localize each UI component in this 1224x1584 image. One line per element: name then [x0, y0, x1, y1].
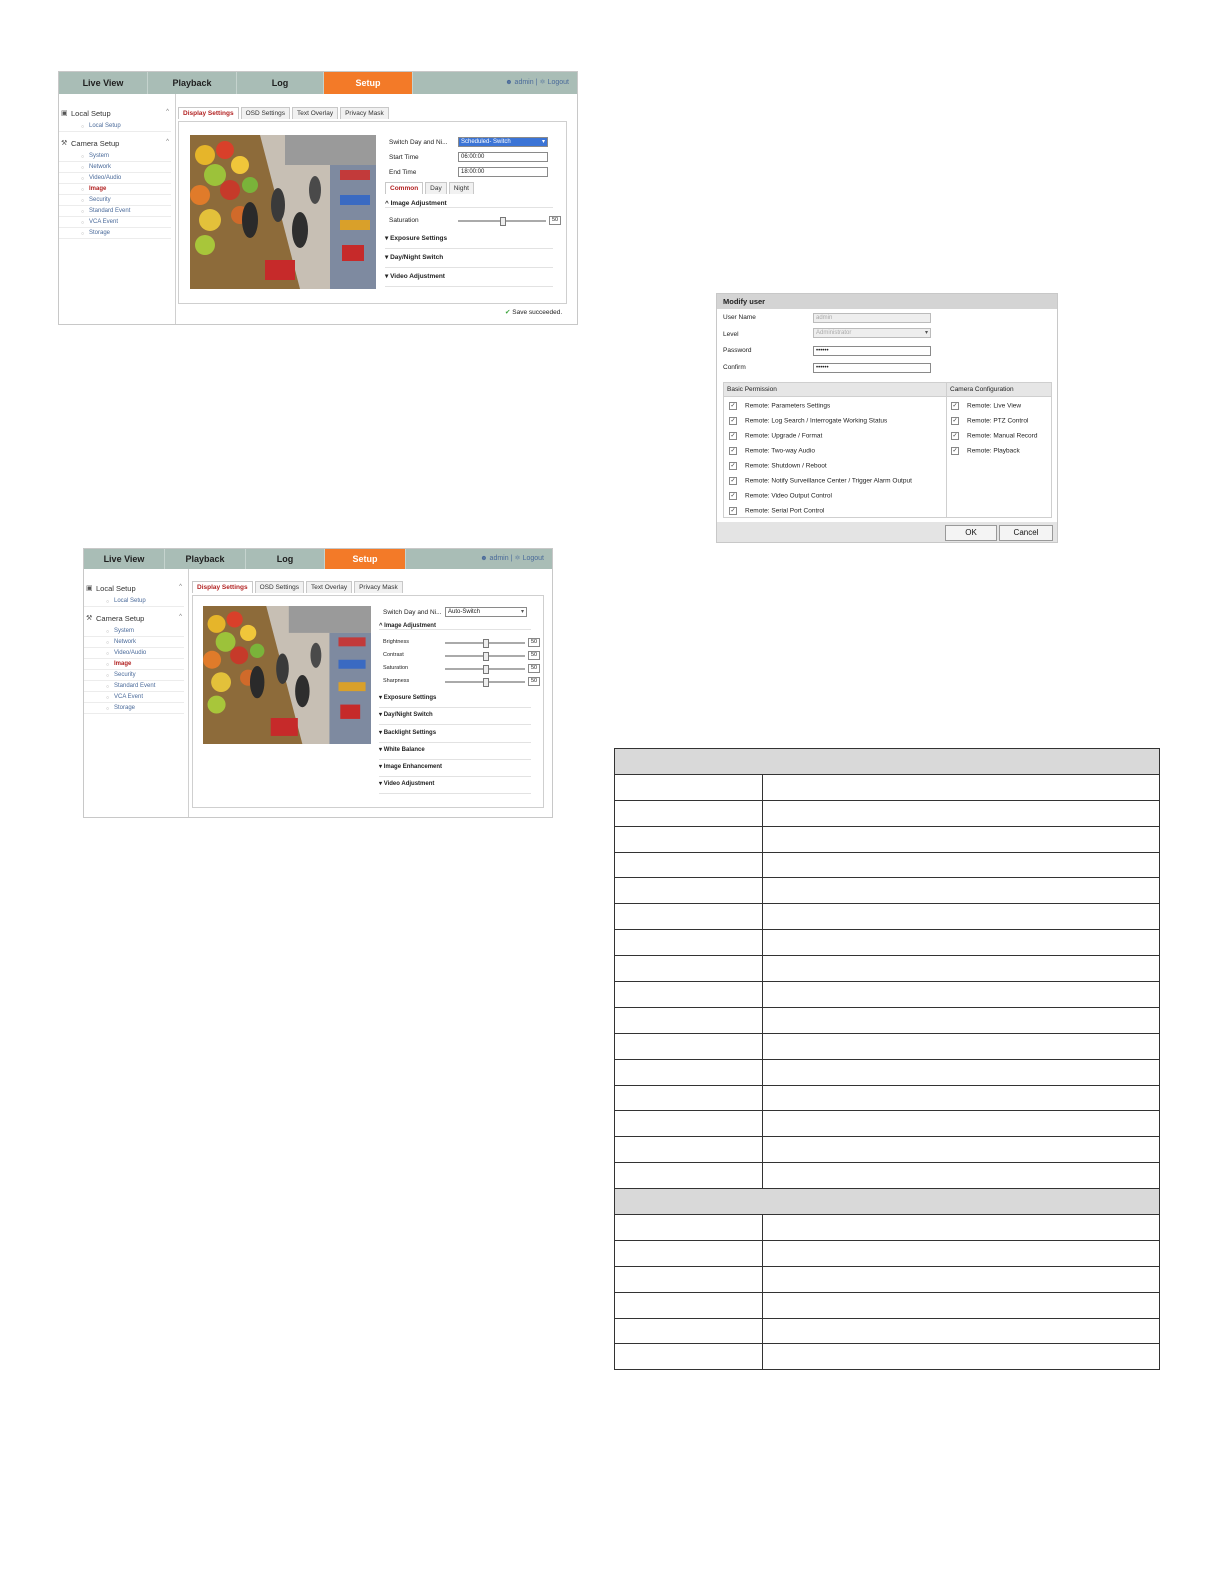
table-cell: [763, 774, 1160, 800]
table-row: [615, 1085, 1160, 1111]
table-cell: [615, 1240, 763, 1266]
table-cell: [615, 1292, 763, 1318]
table-cell: [763, 1085, 1160, 1111]
table-cell: [763, 1137, 1160, 1163]
table-cell: [763, 1318, 1160, 1344]
sidebar-item-local-setup[interactable]: ○ Local Setup: [59, 121, 171, 132]
checkbox[interactable]: ✓: [952, 448, 958, 454]
tab-common[interactable]: Common: [385, 182, 423, 194]
table-cell: [615, 878, 763, 904]
tab-text-overlay[interactable]: Text Overlay: [306, 581, 352, 593]
image-settings-screenshot-top: [58, 71, 578, 325]
table-row: [615, 1059, 1160, 1085]
tab-privacy-mask[interactable]: Privacy Mask: [340, 107, 389, 119]
table-row: [615, 1266, 1160, 1292]
table-row: [615, 1137, 1160, 1163]
table-cell: [763, 1215, 1160, 1241]
day-night-switch-label: Day/Night Switch: [390, 254, 444, 261]
tab-setup[interactable]: Setup: [324, 72, 413, 94]
supermarket-preview-image: [190, 135, 376, 289]
perm-label: Remote: Live View: [967, 402, 1022, 410]
switch-day-night-select[interactable]: [458, 137, 548, 147]
table-row: [615, 982, 1160, 1008]
table-cell: [615, 774, 763, 800]
table-cell: [615, 1344, 763, 1370]
perm-shutdown-reboot[interactable]: [729, 462, 827, 470]
user-area: ☻ admin | ⚛ Logout: [505, 79, 569, 86]
table-row: [615, 800, 1160, 826]
table-cell: [763, 800, 1160, 826]
wrench-icon: ⚒: [61, 140, 68, 147]
table-cell: [763, 904, 1160, 930]
table-row: [615, 852, 1160, 878]
table-cell: [615, 1007, 763, 1033]
checkbox[interactable]: ✓: [730, 403, 736, 409]
sidebar-item-storage[interactable]: ○ Storage: [59, 228, 171, 239]
perm-label: Remote: PTZ Control: [967, 417, 1029, 425]
table-row: [615, 1007, 1160, 1033]
perm-label: Remote: Serial Port Control: [745, 507, 825, 515]
sidebar-local-setup-label: Local Setup: [71, 109, 111, 118]
backlight-settings-label: Backlight Settings: [383, 730, 437, 736]
table-cell: [615, 1137, 763, 1163]
table-cell: [763, 1059, 1160, 1085]
start-time-input[interactable]: 06:00:00: [458, 152, 548, 162]
tab-live-view[interactable]: Live View: [84, 549, 165, 569]
checkbox[interactable]: ✓: [952, 418, 958, 424]
tab-day[interactable]: Day: [425, 182, 447, 194]
checkbox[interactable]: ✓: [952, 433, 958, 439]
table-cell: [763, 1033, 1160, 1059]
table-cell: [615, 1215, 763, 1241]
user-name-input[interactable]: admin: [813, 313, 931, 323]
tab-playback[interactable]: Playback: [165, 549, 246, 569]
perm-label: Remote: Log Search / Interrogate Working Status: [745, 417, 888, 425]
image-settings-screenshot-bottom: [83, 548, 553, 818]
table-cell: [763, 1163, 1160, 1189]
table-cell: [763, 1111, 1160, 1137]
sharpness-value[interactable]: 50: [528, 677, 540, 686]
perm-manual-record[interactable]: [951, 432, 1037, 440]
camera-preview: [190, 135, 376, 289]
logout-link[interactable]: Logout: [522, 555, 544, 562]
ok-button[interactable]: OK: [945, 525, 997, 541]
user-name: admin: [489, 555, 509, 562]
settings-subtabs: [178, 107, 391, 119]
exposure-settings-section[interactable]: ▾ Exposure Settings: [379, 694, 531, 708]
table-cell: [615, 1033, 763, 1059]
table-cell: [763, 982, 1160, 1008]
sharpness-label: Sharpness: [383, 678, 410, 684]
checkbox[interactable]: ✓: [952, 403, 958, 409]
tab-live-view[interactable]: Live View: [59, 72, 148, 94]
saturation-value[interactable]: 50: [528, 664, 540, 673]
check-icon: ✔: [505, 309, 511, 316]
table-row: [615, 878, 1160, 904]
sidebar-item-video-audio[interactable]: ○ Video/Audio: [59, 173, 171, 184]
saturation-slider-handle[interactable]: [483, 665, 489, 674]
perm-label: Remote: Notify Surveillance Center / Trigger Alarm Output: [745, 477, 912, 485]
display-settings-panel: [178, 121, 567, 304]
perm-playback[interactable]: [951, 447, 1020, 455]
table-cell: [615, 956, 763, 982]
table-row: [615, 930, 1160, 956]
contrast-slider[interactable]: [445, 655, 525, 657]
sidebar-item-system[interactable]: ○ System: [84, 626, 184, 637]
switch-day-night-label: Switch Day and Ni...: [383, 609, 442, 616]
level-value: Administrator: [816, 330, 852, 336]
table-cell: [763, 1344, 1160, 1370]
cancel-button[interactable]: Cancel: [999, 525, 1053, 541]
image-enhancement-label: Image Enhancement: [383, 764, 443, 770]
sidebar-item-image[interactable]: ○ Image: [84, 659, 184, 670]
saturation-slider[interactable]: [445, 668, 525, 670]
perm-serial-port-control[interactable]: [729, 507, 824, 515]
table-cell: [615, 1163, 763, 1189]
user-icon: ☻: [480, 555, 488, 562]
user-name-label: User Name: [723, 314, 756, 321]
table-cell: [763, 930, 1160, 956]
sidebar-local-setup[interactable]: [84, 581, 188, 596]
tab-night[interactable]: Night: [449, 182, 474, 194]
settings-subtabs: [192, 581, 405, 593]
exposure-settings-label: Exposure Settings: [390, 235, 448, 242]
perm-label: Remote: Manual Record: [967, 432, 1038, 440]
sidebar-local-setup[interactable]: [59, 106, 175, 121]
checkbox[interactable]: ✓: [730, 463, 736, 469]
perm-notify-surveillance[interactable]: [729, 477, 912, 485]
sidebar-item-storage[interactable]: ○ Storage: [84, 703, 184, 714]
logout-icon: ⚛: [514, 555, 521, 562]
confirm-input[interactable]: ••••••: [813, 363, 931, 373]
sidebar-item-network[interactable]: ○ Network: [59, 162, 171, 173]
password-label: Password: [723, 347, 752, 354]
table-row: [615, 1292, 1160, 1318]
perm-label: Remote: Two-way Audio: [745, 447, 815, 455]
checkbox[interactable]: ✓: [730, 418, 736, 424]
tab-display-settings[interactable]: Display Settings: [192, 581, 253, 593]
perm-label: Remote: Shutdown / Reboot: [745, 462, 827, 470]
perm-label: Remote: Upgrade / Format: [745, 432, 823, 440]
table-cell: [763, 1292, 1160, 1318]
table-cell: [615, 1059, 763, 1085]
table-row: [615, 1318, 1160, 1344]
sidebar-item-video-audio[interactable]: ○ Video/Audio: [84, 648, 184, 659]
table-row: [615, 1215, 1160, 1241]
table-cell: [763, 956, 1160, 982]
brightness-label: Brightness: [383, 639, 409, 645]
image-adjustment-label: Image Adjustment: [390, 200, 447, 207]
sidebar-local-setup-label: Local Setup: [96, 584, 136, 593]
chevron-down-icon: ▾: [924, 330, 928, 336]
white-balance-label: White Balance: [383, 747, 425, 753]
table-row: [615, 1163, 1160, 1189]
tab-log[interactable]: Log: [237, 72, 324, 94]
table-cell: [615, 982, 763, 1008]
video-adjustment-section[interactable]: ▾ Video Adjustment: [385, 272, 553, 287]
table-cell: [615, 826, 763, 852]
table-cell: [763, 1240, 1160, 1266]
table-cell: [763, 852, 1160, 878]
sidebar-item-network[interactable]: ○ Network: [84, 637, 184, 648]
sharpness-slider[interactable]: [445, 681, 525, 683]
camera-configuration-title: Camera Configuration: [947, 383, 1051, 397]
sidebar-item-security[interactable]: ○ Security: [84, 670, 184, 681]
saturation-label: Saturation: [389, 217, 419, 224]
table-row: [615, 1111, 1160, 1137]
supermarket-preview-image: [203, 606, 371, 744]
monitor-icon: ▣: [86, 585, 93, 592]
perm-label: Remote: Video Output Control: [745, 492, 832, 500]
perm-label: Remote: Playback: [967, 447, 1020, 455]
user-name: admin: [514, 79, 534, 86]
sidebar-item-system[interactable]: ○ System: [59, 151, 171, 162]
password-input[interactable]: ••••••: [813, 346, 931, 356]
sidebar-item-vca-event[interactable]: ○ VCA Event: [59, 217, 171, 228]
table-cell: [615, 1085, 763, 1111]
switch-day-night-select[interactable]: [445, 607, 527, 617]
camera-preview: [203, 606, 371, 744]
tab-text-overlay[interactable]: Text Overlay: [292, 107, 338, 119]
caret-up-icon: ^: [166, 109, 169, 115]
checkbox[interactable]: ✓: [730, 493, 736, 499]
perm-live-view[interactable]: [951, 402, 1021, 410]
tab-log[interactable]: Log: [246, 549, 325, 569]
save-status-text: Save succeeded.: [512, 309, 563, 316]
display-settings-panel: [192, 595, 544, 808]
top-nav: [59, 72, 577, 94]
switch-day-night-label: Switch Day and Ni...: [389, 139, 448, 146]
sidebar-camera-setup-label: Camera Setup: [96, 614, 145, 623]
dialog-title: Modify user: [717, 294, 1057, 309]
table-cell: [763, 878, 1160, 904]
table-cell: [615, 800, 763, 826]
tab-setup[interactable]: Setup: [325, 549, 406, 569]
checkbox[interactable]: ✓: [730, 448, 736, 454]
day-night-switch-label: Day/Night Switch: [383, 712, 433, 718]
table-section-header: [615, 749, 1160, 775]
table-row: [615, 1033, 1160, 1059]
chevron-down-icon: ▾: [520, 609, 524, 615]
logout-icon: ⚛: [539, 79, 546, 86]
sidebar-item-standard-event[interactable]: ○ Standard Event: [84, 681, 184, 692]
table-cell: [615, 1111, 763, 1137]
caret-up-icon: ^: [166, 139, 169, 145]
video-adjustment-label: Video Adjustment: [390, 273, 445, 280]
video-adjustment-section[interactable]: ▾ Video Adjustment: [379, 780, 531, 794]
user-icon: ☻: [505, 79, 513, 86]
exposure-settings-label: Exposure Settings: [383, 695, 437, 701]
checkbox[interactable]: ✓: [730, 508, 736, 514]
backlight-settings-section[interactable]: ▾ Backlight Settings: [379, 729, 531, 743]
table-cell: [615, 930, 763, 956]
top-nav: [84, 549, 552, 569]
level-select[interactable]: [813, 328, 931, 338]
table-row: [615, 1240, 1160, 1266]
image-enhancement-section[interactable]: ▾ Image Enhancement: [379, 763, 531, 777]
perm-upgrade-format[interactable]: [729, 432, 822, 440]
end-time-input[interactable]: 18:00:00: [458, 167, 548, 177]
level-label: Level: [723, 331, 739, 338]
image-adjustment-label: Image Adjustment: [384, 623, 436, 629]
tab-osd-settings[interactable]: OSD Settings: [255, 581, 304, 593]
table-cell: [615, 749, 1160, 775]
table-row: [615, 904, 1160, 930]
table-cell: [763, 1266, 1160, 1292]
modify-user-dialog: [716, 293, 1058, 543]
contrast-slider-handle[interactable]: [483, 652, 489, 661]
caret-up-icon: ^: [179, 614, 182, 620]
brightness-slider-handle[interactable]: [483, 639, 489, 648]
table-row: [615, 956, 1160, 982]
monitor-icon: ▣: [61, 110, 68, 117]
table-cell: [763, 1007, 1160, 1033]
brightness-value[interactable]: 50: [528, 638, 540, 647]
contrast-value[interactable]: 50: [528, 651, 540, 660]
table-cell: [763, 826, 1160, 852]
table-cell: [615, 852, 763, 878]
exposure-settings-section[interactable]: ▾ Exposure Settings: [385, 234, 553, 249]
image-adjustment-section[interactable]: ^ Image Adjustment: [379, 623, 531, 630]
blank-table: [614, 748, 1160, 1370]
day-night-switch-section[interactable]: ▾ Day/Night Switch: [385, 253, 553, 268]
user-area: ☻ admin | ⚛ Logout: [480, 555, 544, 562]
logout-link[interactable]: Logout: [547, 79, 569, 86]
sidebar-camera-setup[interactable]: [84, 611, 188, 626]
table-cell: [615, 1318, 763, 1344]
saturation-slider[interactable]: [458, 220, 546, 222]
sidebar-item-vca-event[interactable]: ○ VCA Event: [84, 692, 184, 703]
switch-day-night-value: Scheduled- Switch: [461, 139, 511, 145]
start-time-label: Start Time: [389, 154, 419, 161]
table-cell: [615, 1266, 763, 1292]
sidebar: [84, 569, 189, 817]
save-status: [505, 308, 562, 316]
chevron-down-icon: ▾: [541, 139, 545, 145]
perm-ptz-control[interactable]: [951, 417, 1028, 425]
saturation-slider-handle[interactable]: [500, 217, 506, 226]
perm-two-way-audio[interactable]: [729, 447, 815, 455]
perm-video-output-control[interactable]: [729, 492, 832, 500]
end-time-label: End Time: [389, 169, 417, 176]
perm-parameters-settings[interactable]: [729, 402, 830, 410]
table-cell: [615, 1189, 1160, 1215]
tab-privacy-mask[interactable]: Privacy Mask: [354, 581, 403, 593]
caret-up-icon: ^: [179, 584, 182, 590]
day-night-switch-section[interactable]: ▾ Day/Night Switch: [379, 711, 531, 725]
table-section-header: [615, 1189, 1160, 1215]
sidebar-item-image[interactable]: ○ Image: [59, 184, 171, 195]
checkbox[interactable]: ✓: [730, 433, 736, 439]
tab-osd-settings[interactable]: OSD Settings: [241, 107, 290, 119]
sidebar-item-standard-event[interactable]: ○ Standard Event: [59, 206, 171, 217]
confirm-label: Confirm: [723, 364, 746, 371]
mode-tabs: [385, 182, 476, 194]
table-row: [615, 826, 1160, 852]
contrast-label: Contrast: [383, 652, 404, 658]
sidebar-item-local-setup[interactable]: ○ Local Setup: [84, 596, 184, 607]
sidebar-camera-setup[interactable]: [59, 136, 175, 151]
basic-permission-title: Basic Permission: [724, 383, 946, 397]
sharpness-slider-handle[interactable]: [483, 678, 489, 687]
video-adjustment-label: Video Adjustment: [383, 781, 435, 787]
checkbox[interactable]: ✓: [730, 478, 736, 484]
perm-log-search[interactable]: [729, 417, 887, 425]
saturation-label: Saturation: [383, 665, 409, 671]
tab-display-settings[interactable]: Display Settings: [178, 107, 239, 119]
tab-playback[interactable]: Playback: [148, 72, 237, 94]
table-row: [615, 1344, 1160, 1370]
white-balance-section[interactable]: ▾ White Balance: [379, 746, 531, 760]
sidebar: [59, 94, 176, 324]
sidebar-item-security[interactable]: ○ Security: [59, 195, 171, 206]
brightness-slider[interactable]: [445, 642, 525, 644]
sidebar-camera-setup-label: Camera Setup: [71, 139, 120, 148]
table-row: [615, 774, 1160, 800]
saturation-value[interactable]: 50: [549, 216, 561, 225]
perm-label: Remote: Parameters Settings: [745, 402, 831, 410]
switch-day-night-value: Auto-Switch: [448, 609, 481, 615]
wrench-icon: ⚒: [86, 615, 93, 622]
table-cell: [615, 904, 763, 930]
image-adjustment-section[interactable]: ^ Image Adjustment: [385, 200, 553, 208]
